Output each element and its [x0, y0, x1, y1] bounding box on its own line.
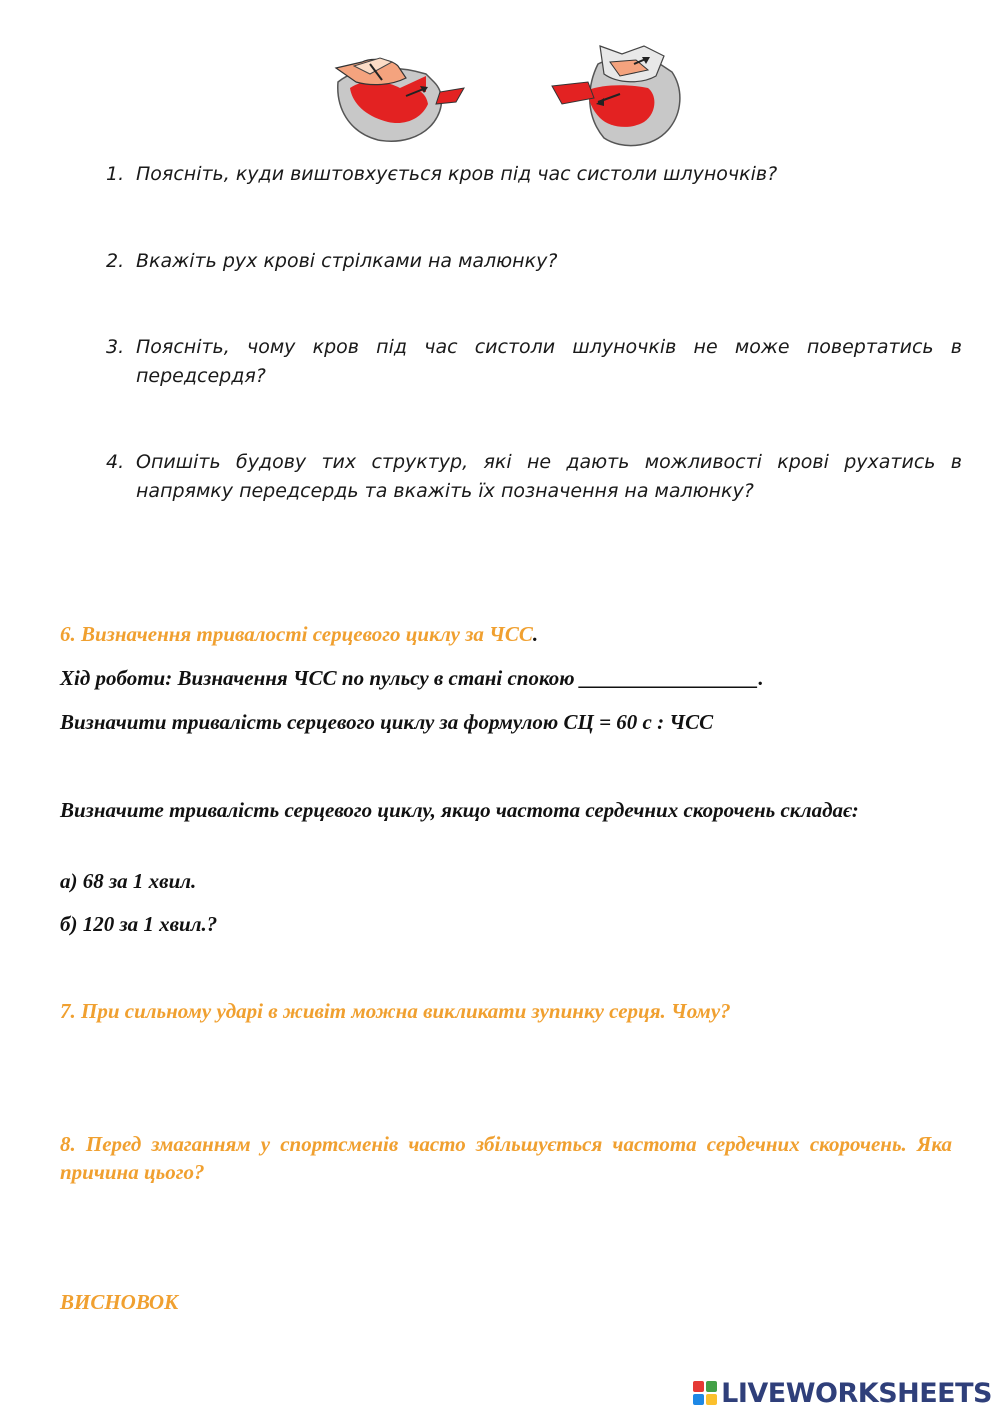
- task-text: Визначите тривалість серцевого циклу, якщо частота сердечних скорочень складає:: [60, 798, 859, 822]
- heart-right-icon: [548, 44, 690, 152]
- section-6-heading-text: 6. Визначення тривалості серцевого циклу за ЧСС: [60, 622, 533, 646]
- logo-text: LIVEWORKSHEETS: [721, 1377, 992, 1409]
- heart-diagram-right: [548, 44, 690, 152]
- question-text: Поясніть, чому кров під час систоли шлуночків не може повертатись в передсердя?: [136, 336, 962, 387]
- logo-square-blue: [693, 1394, 704, 1405]
- question-text: Поясніть, куди виштовхується кров під час систоли шлуночків?: [136, 163, 778, 185]
- option-b: б) 120 за 1 хвил.?: [60, 912, 218, 936]
- conclusion-heading: ВИСНОВОК: [60, 1290, 179, 1314]
- logo-square-red: [693, 1381, 704, 1392]
- question-number: 3.: [106, 336, 125, 358]
- question-number: 2.: [106, 250, 125, 272]
- option-a: а) 68 за 1 хвил.: [60, 869, 197, 893]
- heart-left-icon: [330, 52, 470, 144]
- logo-square-yellow: [706, 1394, 717, 1405]
- section-7-heading: 7. При сильному ударі в живіт можна викликати зупинку серця. Чому?: [60, 999, 731, 1023]
- heart-diagram-left: [330, 52, 470, 144]
- question-text: Вкажіть рух крові стрілками на малюнку?: [136, 250, 558, 272]
- formula-line: Визначити тривалість серцевого циклу за формулою СЦ = 60 с : ЧСС: [60, 710, 714, 734]
- section-6-heading-period: .: [532, 622, 539, 646]
- workflow-line: Хід роботи: Визначення ЧСС по пульсу в стані спокою _________________.: [60, 666, 764, 690]
- section-8-heading: 8. Перед змаганням у спортсменів часто збільшується частота сердечних скорочень. Яка причина цього?: [60, 1132, 952, 1184]
- section-6-heading: [60, 620, 950, 648]
- question-text: Опишіть будову тих структур, які не дають можливості крові рухатись в напрямку передсердь та вкажіть їх позначення на малюнку?: [136, 451, 962, 502]
- logo-square-green: [706, 1381, 717, 1392]
- question-number: 1.: [106, 163, 125, 185]
- question-number: 4.: [106, 451, 125, 473]
- logo-mark-icon: [693, 1381, 717, 1405]
- liveworksheets-logo[interactable]: [693, 1378, 992, 1408]
